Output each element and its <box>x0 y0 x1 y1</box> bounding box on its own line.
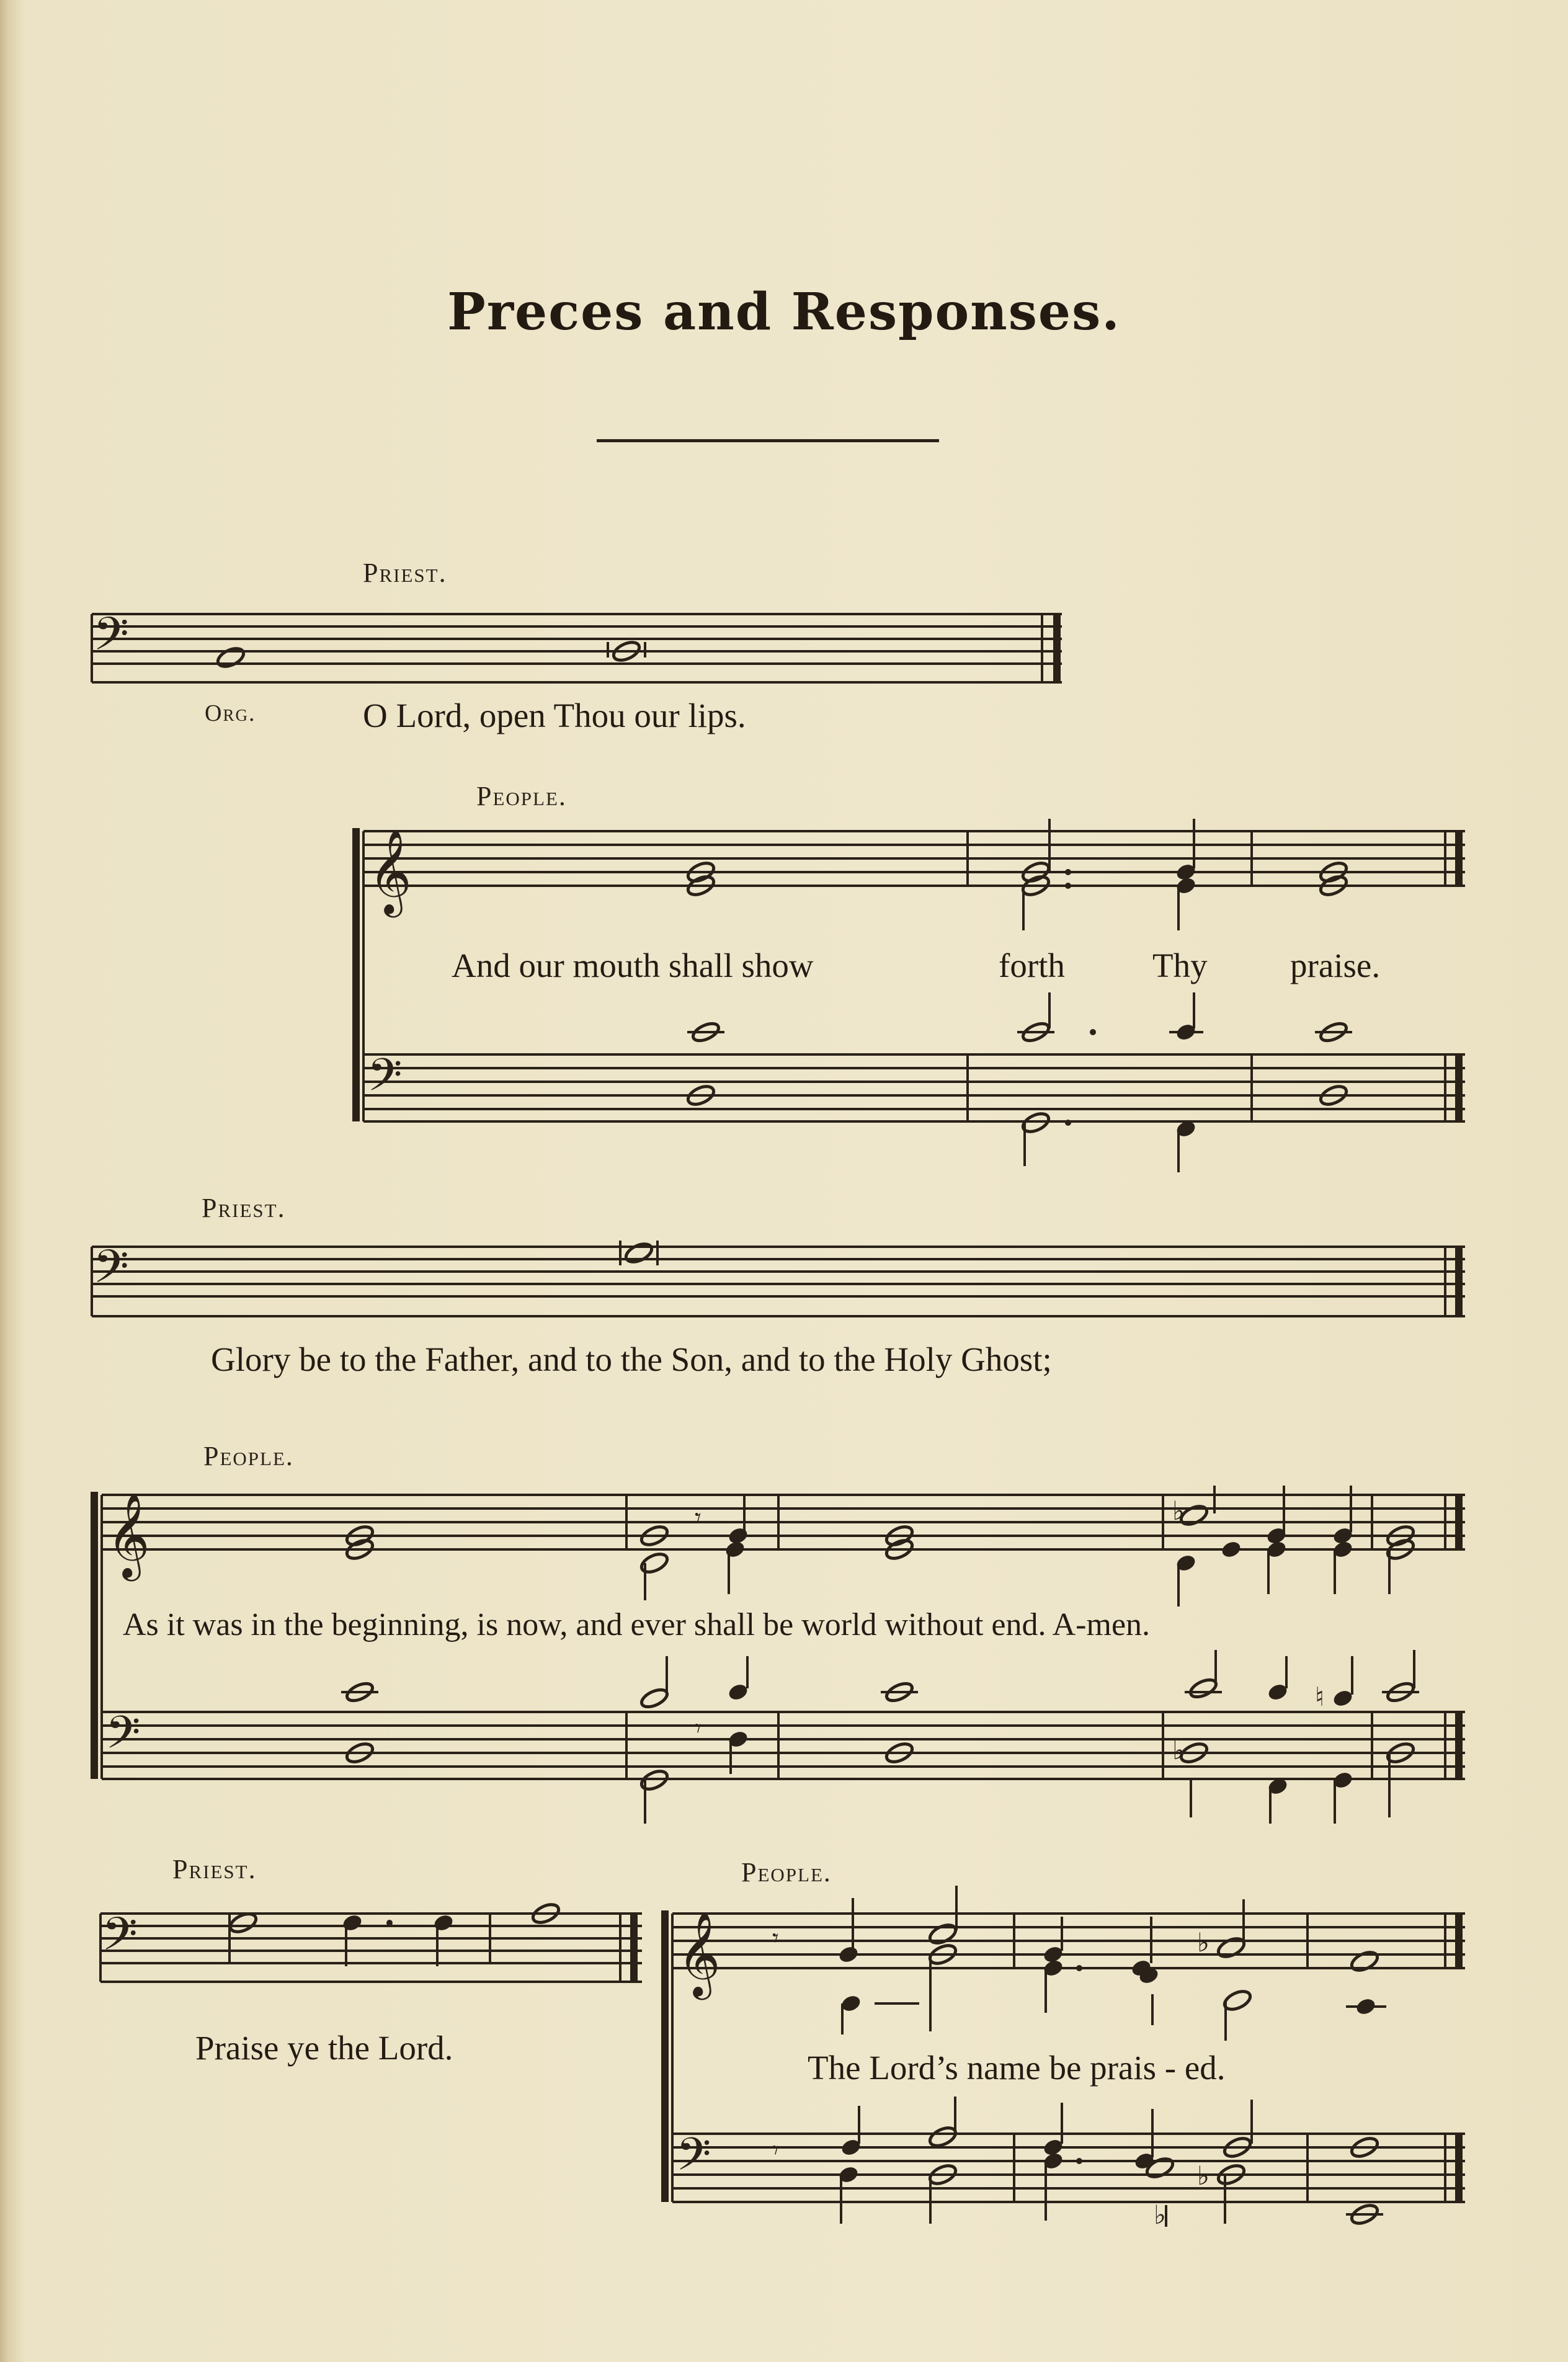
section-1-lyric: O Lord, open Thou our lips. <box>363 697 746 734</box>
staff-s2-treble <box>363 831 1465 886</box>
s6-b-dot-1 <box>1076 2158 1082 2164</box>
s4-b-note-7a <box>1332 1688 1354 1709</box>
section-2-lyric-1: And our mouth shall show <box>452 947 814 984</box>
s6-t-note-6a <box>1349 1949 1380 1974</box>
bass-clef-s5: 𝄢 <box>102 1907 138 1972</box>
s6-t-note-5a <box>1216 1935 1247 1960</box>
bass-clef-s3: 𝄢 <box>93 1240 129 1305</box>
s3-note-1 <box>623 1241 654 1265</box>
s4-b-flat-1: ♭ <box>1172 1735 1185 1765</box>
section-6-lyric: The Lord’s name be prais - ed. <box>808 2049 1226 2087</box>
s5-note-3 <box>432 1913 455 1933</box>
section-4-role-label: People. <box>203 1441 294 1471</box>
s6-t-rest-1: 𝄾 <box>772 1924 779 1953</box>
s6-b-flat-2: ♭ <box>1197 2160 1209 2191</box>
section-5-role-label: Priest. <box>172 1854 257 1884</box>
s4-b-natural-1: ♮ <box>1315 1682 1325 1712</box>
s2-b-dot-2 <box>1065 1120 1071 1126</box>
section-3-role-label: Priest. <box>202 1193 286 1223</box>
section-3-lyric: Glory be to the Father, and to the Son, and to the Holy Ghost; <box>211 1340 1052 1378</box>
section-2-lyric-3: Thy <box>1152 947 1208 984</box>
organ-label: Org. <box>205 700 256 726</box>
section-1-role-label: Priest. <box>363 558 447 588</box>
treble-clef-s6: 𝄞 <box>677 1910 721 1996</box>
staff-s1-bass <box>92 614 1062 664</box>
s4-b-note-2a <box>639 1687 669 1711</box>
s5-note-2 <box>341 1913 363 1933</box>
staff-s4-treble <box>102 1495 1465 1549</box>
section-5-lyric: Praise ye the Lord. <box>195 2029 453 2067</box>
bass-clef-s1: 𝄢 <box>93 607 129 672</box>
staff-s2-bass <box>363 1054 1465 1109</box>
staff-s4-bass <box>102 1712 1465 1767</box>
staff-s6-treble <box>672 1914 1465 1968</box>
s6-t-dot-1 <box>1076 1965 1082 1971</box>
s6-b-rest-1: 𝄾 <box>772 2136 779 2165</box>
staff-s3-bass <box>92 1247 1465 1296</box>
section-4-lyric: As it was in the beginning, is now, and ever shall be world without end. A-men. <box>123 1607 1151 1642</box>
staff-s6-bass <box>672 2134 1465 2188</box>
s4-t-flat-1: ♭ <box>1172 1495 1185 1526</box>
section-2-lyric-4: praise. <box>1290 947 1381 984</box>
section-2-role-label: People. <box>476 781 567 811</box>
staff-s5-bass <box>100 1914 642 1963</box>
section-2-lyric-2: forth <box>999 947 1065 984</box>
s1-note-1 <box>215 645 246 670</box>
s2-t-dot-2 <box>1065 883 1071 889</box>
s6-t-flat-1: ♭ <box>1197 1927 1209 1958</box>
treble-clef-s2: 𝄞 <box>368 828 412 914</box>
s2-t-dot-1 <box>1065 869 1071 875</box>
s4-t-rest-1: 𝄾 <box>695 1504 702 1532</box>
s2-b-dot-1 <box>1090 1029 1096 1035</box>
page-title: Preces and Responses. <box>447 282 1121 342</box>
s6-b-flat-1: ♭ <box>1154 2199 1166 2230</box>
treble-clef-s4: 𝄞 <box>107 1492 150 1577</box>
s4-b-note-3a <box>727 1682 749 1703</box>
s5-dot-1 <box>386 1920 393 1926</box>
s4-t-note-3b <box>724 1540 746 1560</box>
bass-clef-s2: 𝄢 <box>367 1048 403 1112</box>
s4-b-note-5a <box>1188 1677 1218 1701</box>
s6-t-note-1a <box>837 1945 860 1965</box>
bass-clef-s6: 𝄢 <box>676 2128 711 2191</box>
bass-clef-s4: 𝄢 <box>105 1706 141 1770</box>
s4-t-note-6a <box>1220 1540 1242 1560</box>
s4-t-note-2b <box>639 1551 670 1575</box>
s6-b-note-2a <box>927 2124 958 2149</box>
s4-b-rest-1: 𝄾 <box>695 1714 702 1743</box>
s6-t-note-2a <box>927 1922 958 1946</box>
section-6-role-label: People. <box>741 1857 832 1887</box>
